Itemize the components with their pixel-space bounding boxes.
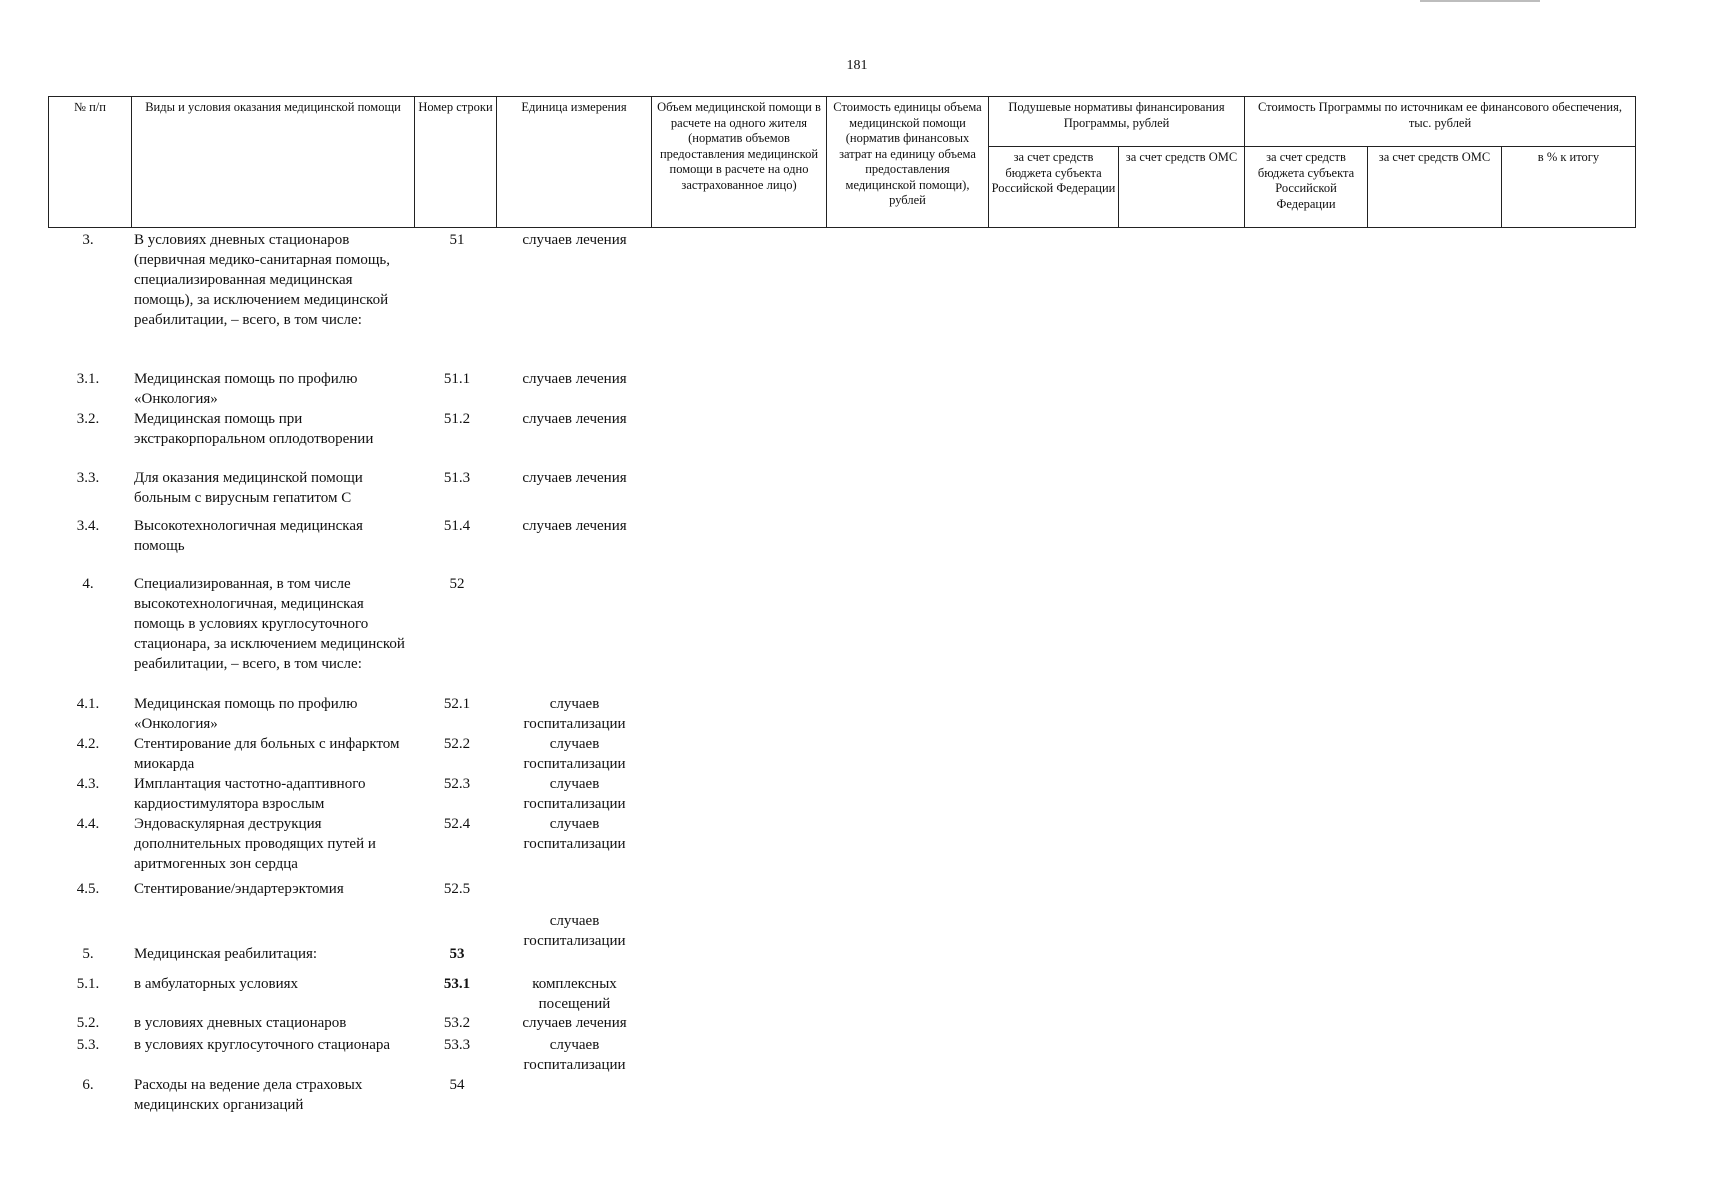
row-unit: случаев лечения — [522, 518, 627, 534]
row-name: Медицинская помощь при экстракорпоральном оплодотворении — [134, 411, 374, 447]
row-unit: случаев госпитализации — [523, 776, 626, 812]
row-number: 6. — [82, 1077, 94, 1093]
row-line-number: 53 — [449, 946, 465, 962]
row-number: 3.3. — [76, 470, 100, 486]
row-name: Медицинская реабилитация: — [134, 946, 318, 962]
row-number: 3.4. — [76, 518, 100, 534]
row-line-number: 51.2 — [443, 411, 471, 427]
header-col-percapita-budget: за счет средств бюджета субъекта Российской Федерации — [988, 146, 1119, 228]
row-number: 5.2. — [76, 1015, 100, 1031]
header-col-percapita: Подушевые нормативы финансирования Программы, рублей — [988, 96, 1245, 147]
row-unit: случаев госпитализации — [523, 696, 626, 732]
row-line-number: 53.3 — [443, 1037, 471, 1053]
page-number: 181 — [846, 58, 868, 73]
row-line-number: 51.3 — [443, 470, 471, 486]
row-number: 4. — [82, 576, 94, 592]
row-name: Эндоваскулярная деструкция дополнительных проводящих путей и аритмогенных зон сердца — [134, 816, 376, 872]
row-number: 3.1. — [76, 371, 100, 387]
header-col-program-pct: в % к итогу — [1501, 146, 1636, 228]
row-unit: случаев лечения — [522, 470, 627, 486]
row-line-number: 51.1 — [443, 371, 471, 387]
row-unit: случаев лечения — [522, 371, 627, 387]
row-unit: случаев госпитализации — [523, 913, 626, 949]
row-number: 5. — [82, 946, 94, 962]
header-col-row: Номер строки — [414, 96, 497, 228]
row-line-number: 52.5 — [443, 881, 471, 897]
row-name: Медицинская помощь по профилю «Онкология» — [134, 371, 358, 407]
row-name: в условиях дневных стационаров — [134, 1015, 347, 1031]
row-number: 3.2. — [76, 411, 100, 427]
row-unit: комплексных посещений — [532, 976, 617, 1012]
row-name: Медицинская помощь по профилю «Онкология» — [134, 696, 358, 732]
row-name: Расходы на ведение дела страховых медицинских организаций — [134, 1077, 363, 1113]
row-name: Для оказания медицинской помощи больным с вирусным гепатитом С — [134, 470, 363, 506]
row-unit: случаев госпитализации — [523, 736, 626, 772]
row-line-number: 52.2 — [443, 736, 471, 752]
row-line-number: 52.3 — [443, 776, 471, 792]
row-unit: случаев госпитализации — [523, 816, 626, 852]
header-col-percapita-oms: за счет средств ОМС — [1118, 146, 1245, 228]
header-col-program-budget: за счет средств бюджета субъекта Российской Федерации — [1244, 146, 1368, 228]
row-line-number: 52.4 — [443, 816, 471, 832]
row-unit: случаев лечения — [522, 232, 627, 248]
header-col-program-oms: за счет средств ОМС — [1367, 146, 1502, 228]
row-name: Стентирование/эндартерэктомия — [134, 881, 344, 897]
row-unit: случаев госпитализации — [523, 1037, 626, 1073]
row-line-number: 52 — [449, 576, 465, 592]
row-unit: случаев лечения — [522, 411, 627, 427]
row-number: 5.3. — [76, 1037, 100, 1053]
row-name: в условиях круглосуточного стационара — [134, 1037, 391, 1053]
row-number: 4.4. — [76, 816, 100, 832]
row-line-number: 54 — [449, 1077, 465, 1093]
header-col-num: № п/п — [48, 96, 132, 228]
row-line-number: 52.1 — [443, 696, 471, 712]
row-name: Стентирование для больных с инфарктом миокарда — [134, 736, 400, 772]
row-line-number: 51.4 — [443, 518, 471, 534]
row-name: Специализированная, в том числе высокотехнологичная, медицинская помощь в условиях круглосуточного стационара, за исключением медицинской реабилитации, – всего, в том числе: — [134, 576, 405, 672]
row-name: Имплантация частотно-адаптивного кардиостимулятора взрослым — [134, 776, 366, 812]
row-number: 4.2. — [76, 736, 100, 752]
row-name: Высокотехнологичная медицинская помощь — [134, 518, 363, 554]
row-name: в амбулаторных условиях — [134, 976, 299, 992]
row-line-number: 51 — [449, 232, 465, 248]
row-number: 4.5. — [76, 881, 100, 897]
header-col-unit: Единица измерения — [496, 96, 652, 228]
row-number: 4.1. — [76, 696, 100, 712]
header-col-kind: Виды и условия оказания медицинской помощи — [131, 96, 415, 228]
row-unit: случаев лечения — [522, 1015, 627, 1031]
row-number: 4.3. — [76, 776, 100, 792]
row-name: В условиях дневных стационаров (первичная медико-санитарная помощь, специализированная медицинская помощь), за исключением медицинской реабилитации, – всего, в том числе: — [134, 232, 390, 328]
row-line-number: 53.1 — [443, 976, 471, 992]
row-number: 3. — [82, 232, 94, 248]
row-number: 5.1. — [76, 976, 100, 992]
row-line-number: 53.2 — [443, 1015, 471, 1031]
header-col-volume: Объем медицинской помощи в расчете на одного жителя (норматив объемов предоставления медицинской помощи в расчете на одно застрахованное лицо) — [651, 96, 827, 228]
header-col-program: Стоимость Программы по источникам ее финансового обеспечения, тыс. рублей — [1244, 96, 1636, 147]
header-col-cost: Стоимость единицы объема медицинской помощи (норматив финансовых затрат на единицу объема предоставления медицинской помощи), рублей — [826, 96, 989, 228]
